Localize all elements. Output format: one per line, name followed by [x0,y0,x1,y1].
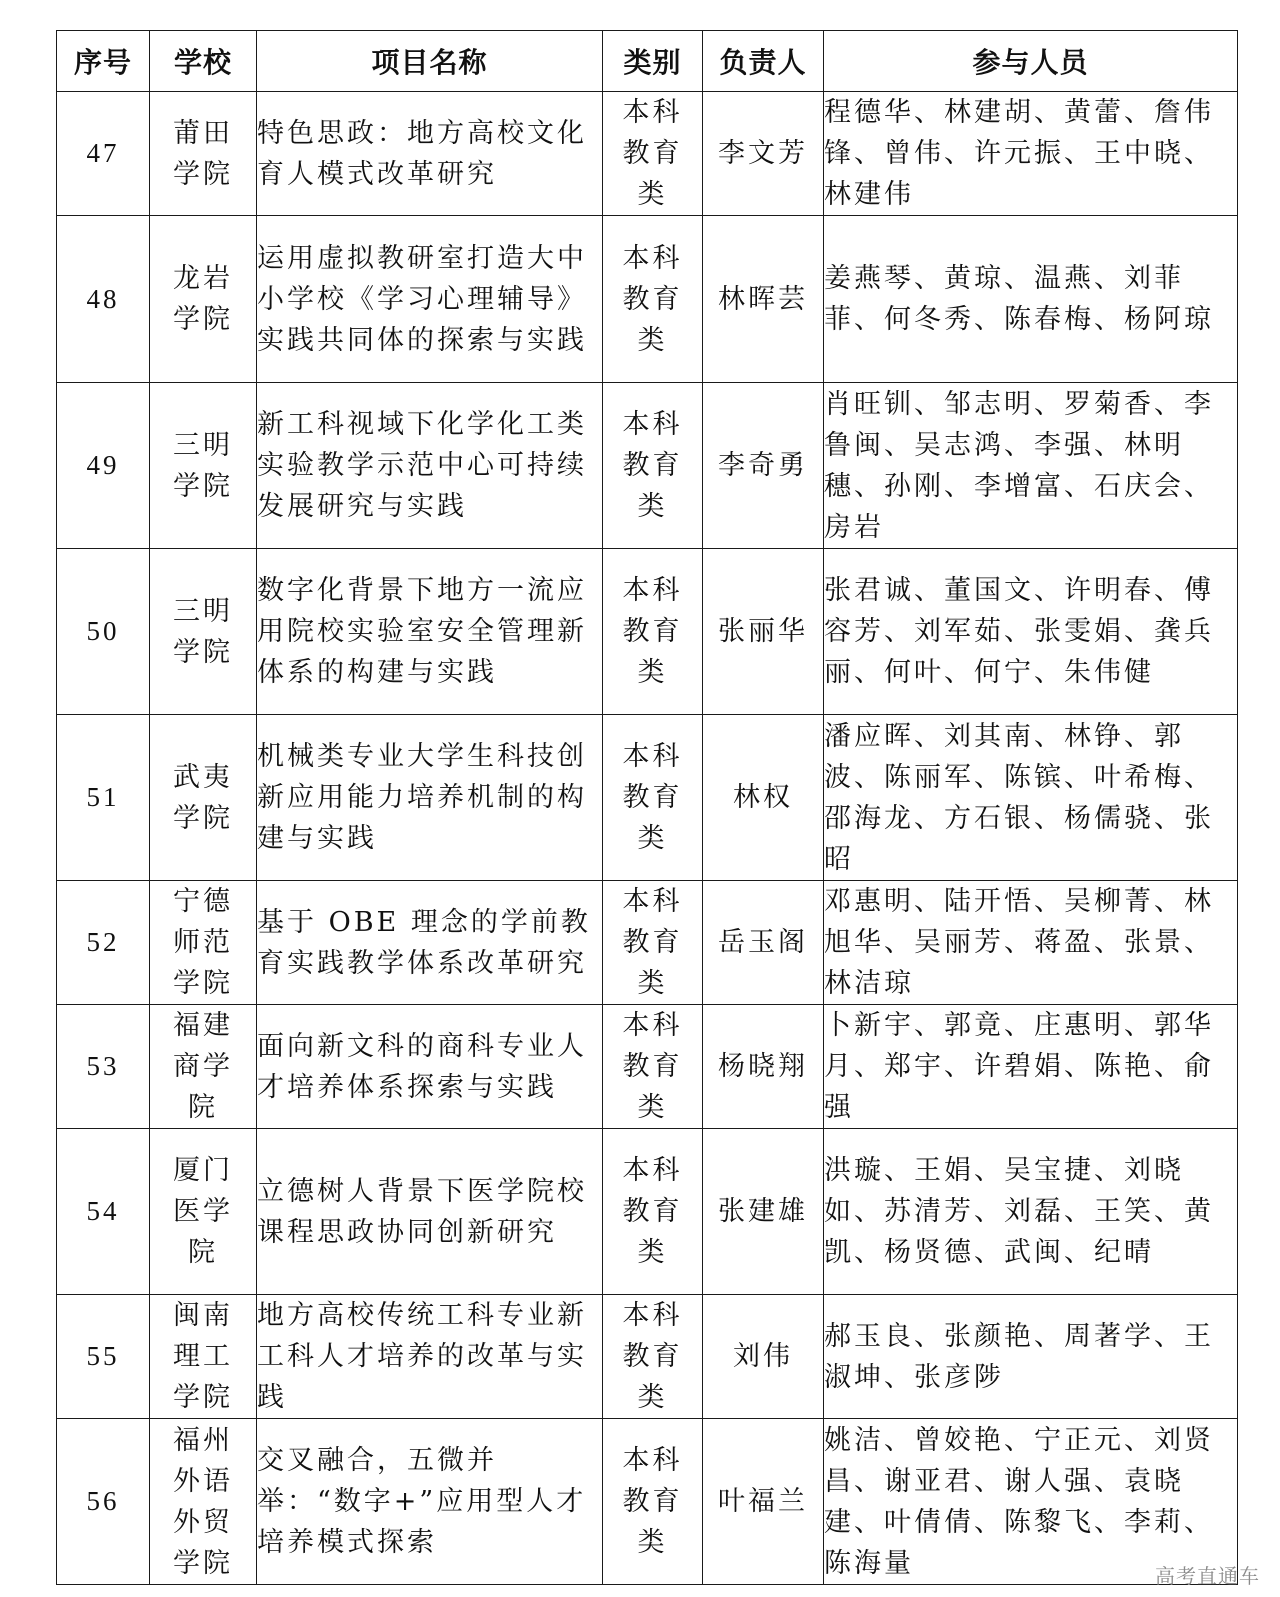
row-school [150,881,257,1005]
row-no: 47 [57,92,150,216]
category-name: 本科教育类 [622,1155,683,1268]
header-row [57,31,1238,92]
row-leader: 李文芳 [703,92,824,216]
school-name: 龙岩学院 [173,263,233,335]
table-body [57,92,1238,1585]
row-school [150,1129,257,1295]
row-school [150,1419,257,1585]
row-project: 新工科视域下化学化工类实验教学示范中心可持续发展研究与实践 [257,383,603,549]
row-members: 潘应晖、刘其南、林铮、郭波、陈丽军、陈镔、叶希梅、邵海龙、方石银、杨儒骁、张昭 [824,715,1238,881]
category-name: 本科教育类 [622,242,683,356]
category-name: 本科教育类 [622,886,683,999]
table-row [57,1295,1238,1419]
header-category: 类别 [603,31,703,92]
category-name: 本科教育类 [622,409,683,522]
row-category [603,549,703,715]
row-project: 机械类专业大学生科技创新应用能力培养机制的构建与实践 [257,715,603,881]
row-leader: 林晖芸 [703,216,824,383]
row-members: 姜燕琴、黄琼、温燕、刘菲菲、何冬秀、陈春梅、杨阿琼 [824,216,1238,383]
category-name: 本科教育类 [622,97,683,210]
school-name: 福州外语外贸学院 [173,1424,233,1579]
school-name: 宁德师范学院 [173,886,233,999]
project-table [56,30,1238,1585]
row-leader: 刘伟 [703,1295,824,1419]
table-row [57,92,1238,216]
row-school [150,1005,257,1129]
school-name: 三明学院 [173,429,233,502]
row-project: 运用虚拟教研室打造大中小学校《学习心理辅导》实践共同体的探索与实践 [257,216,603,383]
row-no: 48 [57,216,150,383]
header-school: 学校 [150,31,257,92]
row-leader: 岳玉阁 [703,881,824,1005]
row-members: 卜新宇、郭竟、庄惠明、郭华月、郑宇、许碧娟、陈艳、俞强 [824,1005,1238,1129]
row-no: 54 [57,1129,150,1295]
row-project: 面向新文科的商科专业人才培养体系探索与实践 [257,1005,603,1129]
category-name: 本科教育类 [622,741,683,854]
row-category [603,1129,703,1295]
row-members: 张君诚、董国文、许明春、傅容芳、刘军茹、张雯娟、龚兵丽、何叶、何宁、朱伟健 [824,549,1238,715]
row-no: 50 [57,549,150,715]
row-leader: 李奇勇 [703,383,824,549]
header-leader: 负责人 [703,31,824,92]
row-category [603,1419,703,1585]
header-project: 项目名称 [257,31,603,92]
row-school [150,549,257,715]
row-leader: 叶福兰 [703,1419,824,1585]
table-row [57,715,1238,881]
school-name: 厦门医学院 [173,1155,233,1268]
row-members: 郝玉良、张颜艳、周著学、王淑坤、张彦陟 [824,1295,1238,1419]
table-row [57,549,1238,715]
school-name: 闽南理工学院 [173,1300,233,1413]
watermark-text: 高考直通车 [1155,1564,1260,1588]
row-school [150,92,257,216]
category-name: 本科教育类 [622,1300,683,1413]
row-members: 姚洁、曾姣艳、宁正元、刘贤昌、谢亚君、谢人强、袁晓建、叶倩倩、陈黎飞、李莉、陈海量 [824,1419,1238,1585]
row-no: 52 [57,881,150,1005]
row-project: 特色思政：地方高校文化育人模式改革研究 [257,92,603,216]
row-no: 49 [57,383,150,549]
row-project: 数字化背景下地方一流应用院校实验室安全管理新体系的构建与实践 [257,549,603,715]
school-name: 莆田学院 [173,117,233,190]
school-name: 武夷学院 [173,761,233,834]
row-category [603,216,703,383]
table-row [57,1419,1238,1585]
row-project: 立德树人背景下医学院校课程思政协同创新研究 [257,1129,603,1295]
row-project: 交叉融合，五微并举：“数字+”应用型人才培养模式探索 [257,1419,603,1585]
table-row [57,1005,1238,1129]
row-leader: 杨晓翔 [703,1005,824,1129]
row-members: 肖旺钏、邹志明、罗菊香、李鲁闽、吴志鸿、李强、林明穗、孙刚、李增富、石庆会、房岩 [824,383,1238,549]
row-no: 53 [57,1005,150,1129]
row-leader: 林权 [703,715,824,881]
table-row [57,881,1238,1005]
row-members: 洪璇、王娟、吴宝捷、刘晓如、苏清芳、刘磊、王笑、黄凯、杨贤德、武闽、纪晴 [824,1129,1238,1295]
row-school [150,1295,257,1419]
row-project: 地方高校传统工科专业新工科人才培养的改革与实践 [257,1295,603,1419]
row-category [603,881,703,1005]
header-no: 序号 [57,31,150,92]
row-no: 56 [57,1419,150,1585]
table-row [57,383,1238,549]
school-name: 三明学院 [173,595,233,668]
row-category [603,92,703,216]
row-school [150,216,257,383]
table-row [57,1129,1238,1295]
row-category [603,1005,703,1129]
row-category [603,1295,703,1419]
row-no: 55 [57,1295,150,1419]
table-row [57,216,1238,383]
school-name: 福建商学院 [173,1010,233,1123]
row-leader: 张丽华 [703,549,824,715]
category-name: 本科教育类 [622,1445,683,1558]
row-leader: 张建雄 [703,1129,824,1295]
header-members: 参与人员 [824,31,1238,92]
row-members: 邓惠明、陆开悟、吴柳菁、林旭华、吴丽芳、蒋盈、张景、林洁琼 [824,881,1238,1005]
category-name: 本科教育类 [622,1010,683,1123]
row-project: 基于 OBE 理念的学前教育实践教学体系改革研究 [257,881,603,1005]
row-school [150,715,257,881]
category-name: 本科教育类 [622,575,683,688]
row-members: 程德华、林建胡、黄蕾、詹伟锋、曾伟、许元振、王中晓、林建伟 [824,92,1238,216]
row-school [150,383,257,549]
table-header [57,31,1238,92]
row-no: 51 [57,715,150,881]
row-category [603,715,703,881]
row-category [603,383,703,549]
